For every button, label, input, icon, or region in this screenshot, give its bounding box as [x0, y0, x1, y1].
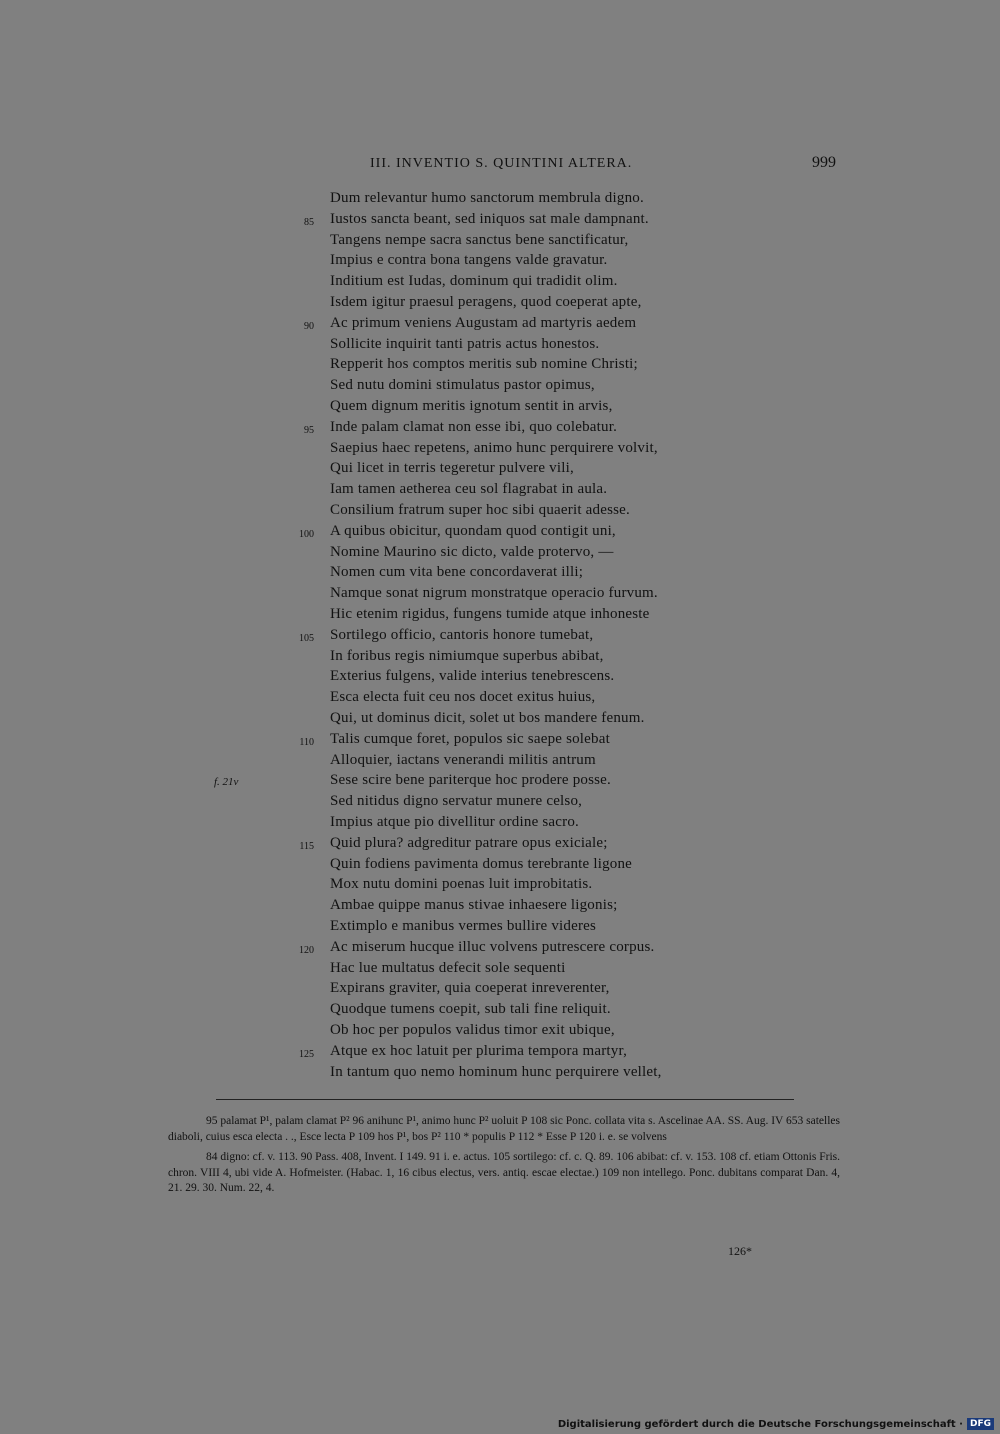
poem-line: [0, 481, 1000, 502]
line-text: In tantum quo nemo hominum hunc perquirere vellet,: [330, 1063, 662, 1080]
poem-line: [0, 835, 1000, 856]
header-title: III. INVENTIO S. QUINTINI ALTERA.: [370, 156, 633, 171]
line-number: 90: [304, 320, 314, 332]
line-text: A quibus obicitur, quondam quod contigit uni,: [330, 522, 616, 539]
signature-mark: 126*: [728, 1244, 752, 1258]
poem-line: [0, 232, 1000, 253]
dfg-logo: DFG: [967, 1418, 994, 1430]
poem-line: [0, 502, 1000, 523]
line-text: In foribus regis nimiumque superbus abibat,: [330, 647, 604, 664]
poem-line: [0, 523, 1000, 544]
line-text: Hic etenim rigidus, fungens tumide atque inhoneste: [330, 606, 650, 622]
line-number: 125: [299, 1048, 314, 1060]
line-text: Talis cumque foret, populos sic saepe solebat: [330, 730, 610, 747]
line-text: Impius e contra bona tangens valde gravatur.: [330, 252, 608, 269]
poem-line: [0, 1022, 1000, 1043]
poem-line: [0, 731, 1000, 752]
poem-line: [0, 356, 1000, 377]
footnote-rule: [216, 1099, 794, 1100]
poem-line: [0, 440, 1000, 461]
poem-line: [0, 398, 1000, 419]
poem-line: [0, 876, 1000, 897]
poem-line: [0, 939, 1000, 960]
line-text: Ambae quippe manus stivae inhaesere ligonis;: [330, 897, 618, 914]
line-text: Tangens nempe sacra sanctus bene sanctificatur,: [330, 231, 629, 248]
line-text: Sed nutu domini stimulatus pastor opimus,: [330, 377, 595, 394]
poem-line: [0, 252, 1000, 273]
line-text: Quodque tumens coepit, sub tali fine reliquit.: [330, 1001, 611, 1018]
poem-line: [0, 460, 1000, 481]
line-text: Nomine Maurino sic dicto, valde protervo, —: [330, 543, 614, 560]
line-text: Exterius fulgens, valide interius tenebrescens.: [330, 668, 615, 685]
poem-line: [0, 1001, 1000, 1022]
line-text: Expirans graviter, quia coeperat inreverenter,: [330, 980, 610, 997]
poem-line: [0, 190, 1000, 211]
line-number: 95: [304, 424, 314, 436]
poem-line: [0, 897, 1000, 918]
line-text: Saepius haec repetens, animo hunc perquirere volvit,: [330, 439, 658, 456]
line-text: Repperit hos comptos meritis sub nomine Christi;: [330, 356, 638, 373]
poem-line: [0, 544, 1000, 565]
line-text: Quem dignum meritis ignotum sentit in arvis,: [330, 398, 613, 414]
line-text: Quid plura? adgreditur patrare opus exiciale;: [330, 834, 608, 851]
line-text: Sortilego officio, cantoris honore tumebat,: [330, 626, 594, 643]
footnotes: [168, 1114, 840, 1197]
line-text: Sed nitidus digno servatur munere celso,: [330, 793, 583, 810]
poem-line: [0, 793, 1000, 814]
line-text: Ob hoc per populos validus timor exit ubique,: [330, 1022, 615, 1038]
poem-line: [0, 856, 1000, 877]
poem-line: [0, 1043, 1000, 1064]
line-text: Iustos sancta beant, sed iniquos sat male dampnant.: [330, 210, 649, 227]
line-text: Sollicite inquirit tanti patris actus honestos.: [330, 335, 600, 352]
poem-line: [0, 419, 1000, 440]
line-text: Extimplo e manibus vermes bullire videres: [330, 918, 597, 934]
line-number: 120: [299, 944, 314, 956]
line-text: Hac lue multatus defecit sole sequenti: [330, 959, 566, 976]
line-number: 105: [299, 632, 314, 644]
poem-line: [0, 689, 1000, 710]
page-number: 999: [812, 154, 836, 171]
line-text: Esca electa fuit ceu nos docet exitus huius,: [330, 689, 596, 706]
line-number: 100: [299, 528, 314, 540]
poem-line: [0, 772, 1000, 793]
poem-line: [0, 273, 1000, 294]
line-text: Ac miserum hucque illuc volvens putrescere corpus.: [330, 938, 655, 955]
line-text: Impius atque pio divellitur ordine sacro.: [330, 814, 579, 830]
line-text: Inditium est Iudas, dominum qui tradidit olim.: [330, 273, 618, 290]
poem-line: [0, 960, 1000, 981]
line-text: Atque ex hoc latuit per plurima tempora martyr,: [330, 1042, 628, 1059]
poem-line: [0, 668, 1000, 689]
line-number: 110: [299, 736, 314, 748]
poem-line: [0, 211, 1000, 232]
poem-line: [0, 294, 1000, 315]
line-text: Isdem igitur praesul peragens, quod coeperat apte,: [330, 294, 642, 310]
poem-line: [0, 564, 1000, 585]
poem-line: [0, 315, 1000, 336]
poem-line: [0, 814, 1000, 835]
line-text: Dum relevantur humo sanctorum membrula digno.: [330, 190, 644, 206]
line-text: Sese scire bene pariterque hoc prodere posse.: [330, 772, 611, 789]
folio-margin-note: f. 21v: [214, 776, 239, 789]
digitization-footer: [558, 1418, 994, 1430]
line-text: Qui licet in terris tegeretur pulvere vili,: [330, 460, 574, 477]
line-number: 85: [304, 216, 314, 228]
line-text: Quin fodiens pavimenta domus terebrante ligone: [330, 855, 633, 872]
poem-line: [0, 752, 1000, 773]
poem-line: [0, 606, 1000, 627]
poem-line: [0, 585, 1000, 606]
source-notes: 84 digno: cf. v. 113. 90 Pass. 408, Invent. I 149. 91 i. e. actus. 105 sortilego: cf. c. Q. 89. 106 abibat: cf. v. 153. 108 cf. etiam Ottonis Fris. chron. VIII 4, ubi vide A. Hofmeister. (Habac. 1, 16 cibus electus, vers. antiq. escae electae.) 109 non intellego. Ponc. dubitans comparat Dan. 4, 21. 29. 30. Num. 22, 4.: [168, 1151, 840, 1194]
poem-line: [0, 627, 1000, 648]
line-text: Ac primum veniens Augustam ad martyris aedem: [330, 314, 637, 331]
line-text: Consilium fratrum super hoc sibi quaerit adesse.: [330, 502, 630, 518]
poem-line: [0, 377, 1000, 398]
line-text: Alloquier, iactans venerandi militis antrum: [330, 751, 596, 768]
running-header: [0, 154, 1000, 178]
line-text: Nomen cum vita bene concordaverat illi;: [330, 564, 584, 581]
line-text: Qui, ut dominus dicit, solet ut bos mandere fenum.: [330, 710, 645, 726]
line-text: Namque sonat nigrum monstratque operacio furvum.: [330, 585, 658, 602]
line-text: Iam tamen aetherea ceu sol flagrabat in aula.: [330, 481, 608, 498]
poem-line: [0, 1064, 1000, 1085]
poem-line: [0, 710, 1000, 731]
poem-line: [0, 980, 1000, 1001]
line-number: 115: [299, 840, 314, 852]
poem-line: [0, 336, 1000, 357]
line-text: Mox nutu domini poenas luit improbitatis.: [330, 876, 593, 893]
poem-line: [0, 918, 1000, 939]
apparatus-notes: 95 palamat P¹, palam clamat P² 96 anihunc P¹, animo hunc P² uoluit P 108 sic Ponc. collata vita s. Ascelinae AA. SS. Aug. IV 653 satelles diaboli, cuius esca electa . ., Esce lecta P 109 hos P¹, bos P² 110 * populis P 112 * Esse P 120 i. e. se volvens: [168, 1115, 840, 1143]
footer-text: Digitalisierung gefördert durch die Deutsche Forschungsgemeinschaft ·: [557, 1418, 963, 1430]
line-text: Inde palam clamat non esse ibi, quo colebatur.: [330, 418, 618, 435]
poem-line: [0, 648, 1000, 669]
